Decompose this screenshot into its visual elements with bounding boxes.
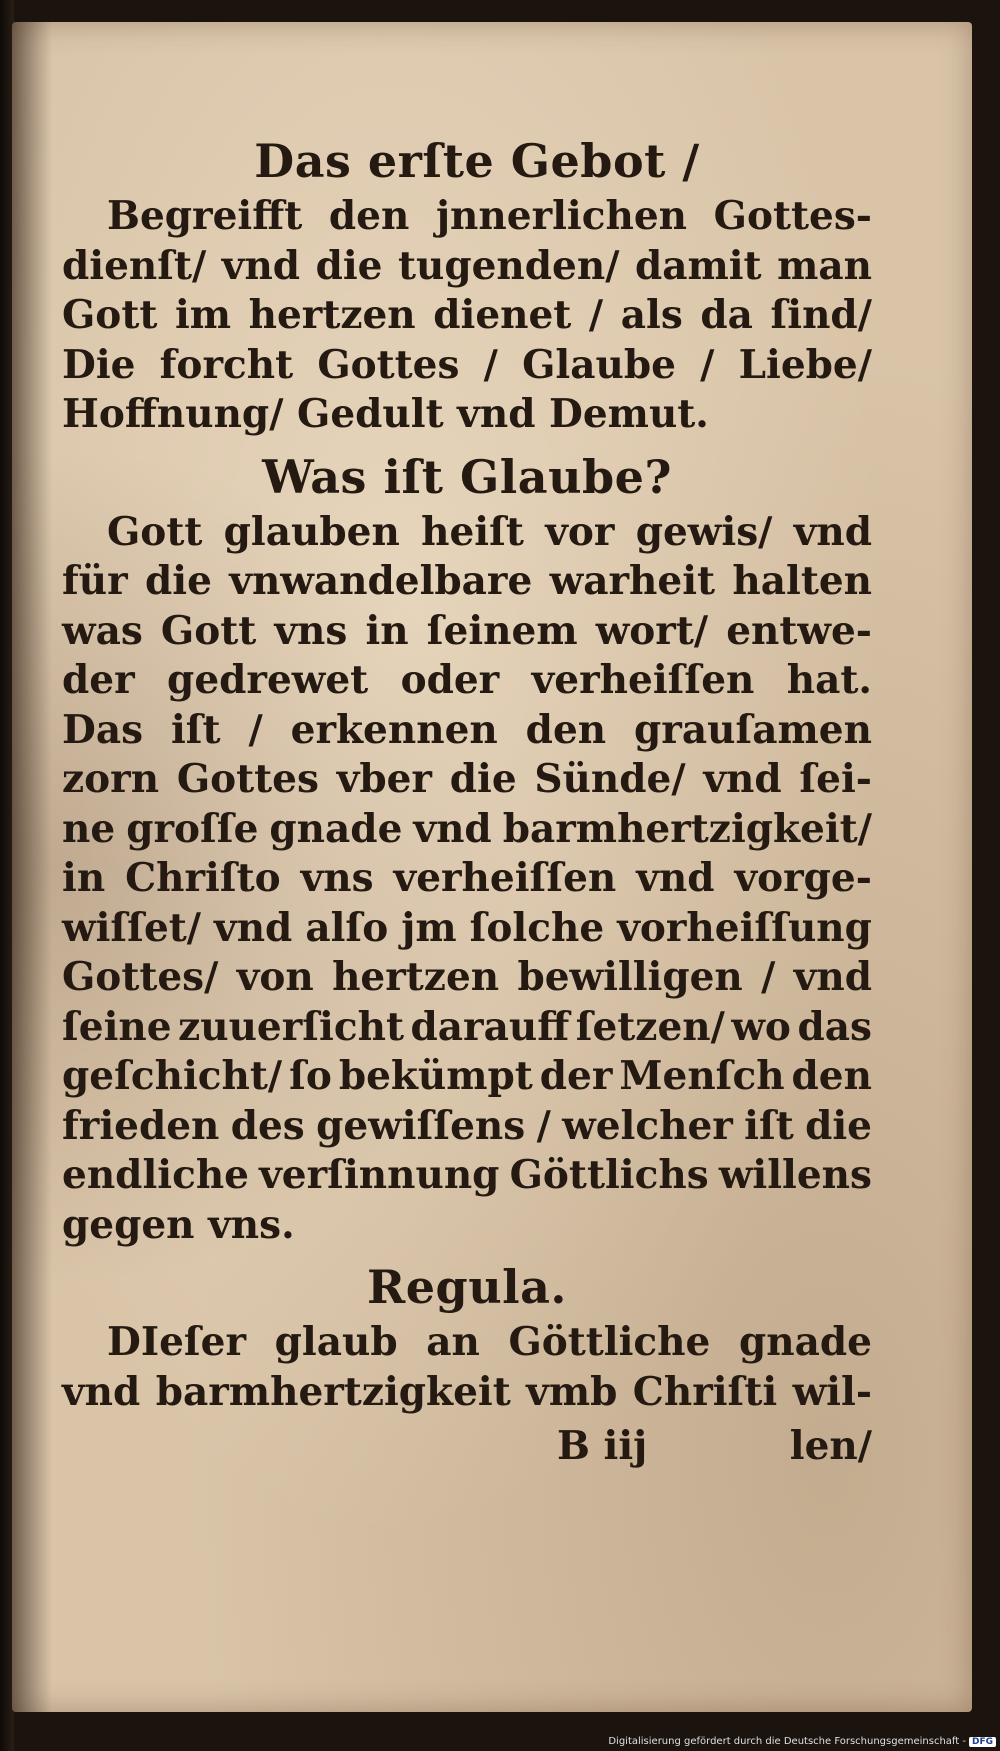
heading-regula: Regula.: [367, 1260, 567, 1314]
heading-first-commandment: Das erſte Gebot /: [254, 134, 700, 188]
text-line: vnd barmhertzigkeit vmb Chriſti wil‐: [62, 1368, 872, 1415]
text-line: was Gott vns in ſeinem wort/ entwe‐: [62, 607, 872, 654]
page-footer: [62, 1417, 872, 1475]
signature-mark: B iij: [557, 1423, 648, 1469]
text-line: Gott im hertzen dienet / als da ſind/: [62, 292, 872, 338]
text-line: in Chriſto vns verheiſſen vnd vorge‐: [62, 855, 872, 901]
page-text: [62, 130, 872, 1475]
funding-credit: [608, 1736, 996, 1747]
text-line: Begreifft den jnnerlichen Gottes‐: [107, 193, 872, 239]
text-line: ſeine zuuerſicht darauff ſetzen/ wo das: [62, 1003, 872, 1050]
text-line: frieden des gewiſſens / welcher iſt die: [62, 1102, 872, 1149]
text-line: Gott glauben heiſt vor gewis/ vnd: [107, 508, 872, 555]
text-line: zorn Gottes vber die Sünde/ vnd ſei‐: [62, 756, 872, 802]
text-line: wiſſet/ vnd alſo jm ſolche vorheiſſung: [62, 904, 872, 951]
text-line: geſchicht/ ſo bekümpt der Menſch den: [62, 1053, 872, 1099]
section-regula: [62, 1318, 872, 1417]
credit-text: Digitalisierung gefördert durch die Deutsche Forschungsgemeinschaft -: [608, 1736, 966, 1747]
catchword: len/: [789, 1423, 872, 1469]
text-line: für die vnwandelbare warheit halten: [62, 558, 872, 604]
text-line: Das iſt / erkennen den grauſamen: [62, 706, 872, 753]
text-line: der gedrewet oder verheiſſen hat.: [62, 657, 872, 703]
gutter-shadow: [12, 22, 52, 1712]
text-line: DIeſer glaub an Göttliche gnade: [107, 1319, 872, 1365]
section-first-commandment: [62, 192, 872, 440]
text-line: dienſt/ vnd die tugenden/ damit man: [62, 242, 872, 289]
text-line: Gottes/ von hertzen bewilligen / vnd: [62, 954, 872, 1000]
heading-what-is-faith: Was iſt Glaube?: [262, 449, 672, 504]
section-faith: [62, 508, 872, 1251]
text-line: ne groſſe gnade vnd barmhertzigkeit/: [62, 805, 872, 852]
text-line: endliche verſinnung Göttlichs willens: [62, 1152, 872, 1198]
dfg-logo: DFG: [969, 1737, 996, 1747]
text-line: Die forcht Gottes / Glaube / Liebe/: [62, 341, 872, 388]
text-line: Hoffnung/ Gedult vnd Demut.: [62, 391, 709, 437]
text-line: gegen vns.: [62, 1201, 295, 1248]
